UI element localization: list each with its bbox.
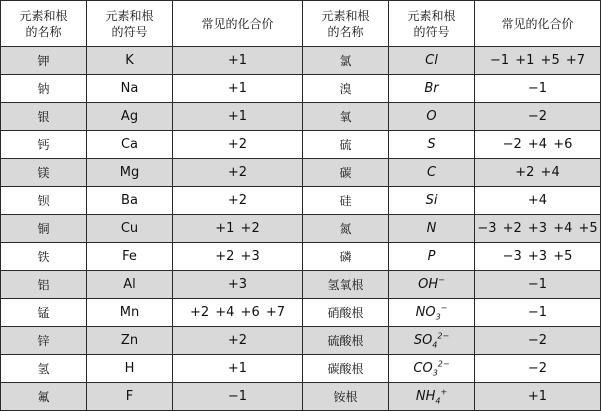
- table-row: [1, 215, 601, 243]
- element-name-left: 铜: [1, 215, 87, 243]
- element-name-left: 氢: [1, 355, 87, 383]
- element-name-left: 锰: [1, 299, 87, 327]
- header-line: 的名称: [25, 24, 62, 39]
- element-symbol-left: H: [87, 355, 173, 383]
- symbol-base: SO: [413, 333, 433, 348]
- element-symbol-right: [389, 47, 475, 75]
- symbol-base: NO: [415, 305, 436, 320]
- element-name-left: 锌: [1, 327, 87, 355]
- symbol-base: S: [427, 137, 436, 152]
- valence-left: +1: [173, 47, 303, 75]
- element-symbol-right: [389, 299, 475, 327]
- table-row: [1, 131, 601, 159]
- element-name-right: 铵根: [303, 383, 389, 411]
- symbol-superscript: −: [438, 275, 445, 285]
- symbol-subscript: 3: [435, 312, 441, 322]
- element-name-left: 氟: [1, 383, 87, 411]
- valence-right: −1: [475, 299, 601, 327]
- symbol-base: OH: [418, 277, 439, 292]
- header-line: 元素和根: [407, 8, 456, 23]
- element-name-right: 磷: [303, 243, 389, 271]
- header-name-left: [1, 1, 87, 47]
- table-body: [1, 47, 601, 411]
- valence-left: +2: [173, 159, 303, 187]
- element-symbol-left: Fe: [87, 243, 173, 271]
- header-symbol-right: [389, 1, 475, 47]
- element-name-right: 氯: [303, 47, 389, 75]
- valence-right: −1 +1 +5 +7: [475, 47, 601, 75]
- symbol-base: Si: [425, 193, 438, 208]
- header-line: 常见的化合价: [501, 16, 574, 31]
- valence-right: −2: [475, 103, 601, 131]
- valence-left: +2: [173, 131, 303, 159]
- element-name-right: 碳酸根: [303, 355, 389, 383]
- element-name-left: 钡: [1, 187, 87, 215]
- table-row: [1, 75, 601, 103]
- element-name-left: 铁: [1, 243, 87, 271]
- header-line: 的名称: [327, 24, 364, 39]
- element-name-right: 硝酸根: [303, 299, 389, 327]
- element-name-left: 铝: [1, 271, 87, 299]
- element-symbol-right: [389, 187, 475, 215]
- element-symbol-left: Mn: [87, 299, 173, 327]
- element-name-right: 氢氧根: [303, 271, 389, 299]
- table-row: [1, 243, 601, 271]
- valence-left: +3: [173, 271, 303, 299]
- element-name-left: 钙: [1, 131, 87, 159]
- element-name-left: 镁: [1, 159, 87, 187]
- element-symbol-right: [389, 215, 475, 243]
- valence-left: +2: [173, 187, 303, 215]
- valence-right: −3 +3 +5: [475, 243, 601, 271]
- element-symbol-left: Cu: [87, 215, 173, 243]
- element-symbol-right: [389, 243, 475, 271]
- element-symbol-right: [389, 383, 475, 411]
- symbol-subscript: 3: [432, 368, 438, 378]
- symbol-subscript: 4: [435, 396, 441, 406]
- valence-left: +2: [173, 327, 303, 355]
- header-valence-left: [173, 1, 303, 47]
- symbol-base: P: [427, 249, 436, 264]
- header-line: 元素和根: [321, 8, 370, 23]
- element-name-right: 硫: [303, 131, 389, 159]
- symbol-base: Br: [424, 81, 439, 96]
- element-symbol-right: [389, 131, 475, 159]
- symbol-superscript: 2−: [437, 331, 450, 341]
- table-row: [1, 103, 601, 131]
- header-symbol-left: [87, 1, 173, 47]
- element-name-right: 硫酸根: [303, 327, 389, 355]
- header-line: 元素和根: [19, 8, 68, 23]
- symbol-base: O: [426, 109, 437, 124]
- element-symbol-left: Ca: [87, 131, 173, 159]
- table-row: [1, 299, 601, 327]
- element-symbol-right: [389, 159, 475, 187]
- element-symbol-right: [389, 75, 475, 103]
- table-row: [1, 383, 601, 411]
- symbol-base: N: [426, 221, 437, 236]
- element-symbol-left: F: [87, 383, 173, 411]
- header-line: 的符号: [413, 24, 450, 39]
- table-row: [1, 187, 601, 215]
- element-name-right: 氧: [303, 103, 389, 131]
- header-row: [1, 1, 601, 47]
- header-line: 元素和根: [105, 8, 154, 23]
- header-line: 常见的化合价: [201, 16, 274, 31]
- valence-right: −1: [475, 75, 601, 103]
- valence-right: +4: [475, 187, 601, 215]
- symbol-superscript: −: [440, 303, 448, 313]
- symbol-base: C: [426, 165, 437, 180]
- element-name-left: 钾: [1, 47, 87, 75]
- valence-left: +1: [173, 103, 303, 131]
- symbol-base: NH: [415, 389, 436, 404]
- header-name-right: [303, 1, 389, 47]
- element-symbol-left: K: [87, 47, 173, 75]
- element-symbol-right: [389, 103, 475, 131]
- element-name-left: 银: [1, 103, 87, 131]
- valence-left: +1: [173, 355, 303, 383]
- valence-left: +2 +3: [173, 243, 303, 271]
- table-row: [1, 47, 601, 75]
- table-row: [1, 159, 601, 187]
- valence-left: +2 +4 +6 +7: [173, 299, 303, 327]
- element-name-right: 碳: [303, 159, 389, 187]
- valence-right: −2: [475, 355, 601, 383]
- valence-right: −1: [475, 271, 601, 299]
- valence-right: −2 +4 +6: [475, 131, 601, 159]
- element-symbol-left: Mg: [87, 159, 173, 187]
- element-name-right: 氮: [303, 215, 389, 243]
- table-header: [1, 1, 601, 47]
- element-name-right: 溴: [303, 75, 389, 103]
- symbol-base: Cl: [425, 53, 438, 68]
- element-symbol-right: [389, 271, 475, 299]
- valence-left: −1: [173, 383, 303, 411]
- header-line: 的符号: [111, 24, 148, 39]
- element-symbol-right: [389, 327, 475, 355]
- valence-right: −2: [475, 327, 601, 355]
- header-valence-right: [475, 1, 601, 47]
- valence-left: +1 +2: [173, 215, 303, 243]
- element-name-right: 硅: [303, 187, 389, 215]
- symbol-superscript: +: [440, 387, 448, 397]
- element-symbol-left: Zn: [87, 327, 173, 355]
- element-symbol-left: Ag: [87, 103, 173, 131]
- valence-right: +1: [475, 383, 601, 411]
- element-symbol-left: Na: [87, 75, 173, 103]
- element-symbol-right: [389, 355, 475, 383]
- valence-left: +1: [173, 75, 303, 103]
- symbol-base: CO: [413, 361, 433, 376]
- element-name-left: 钠: [1, 75, 87, 103]
- element-symbol-left: Al: [87, 271, 173, 299]
- valence-right: −3 +2 +3 +4 +5: [475, 215, 601, 243]
- table-row: [1, 355, 601, 383]
- table-row: [1, 327, 601, 355]
- element-symbol-left: Ba: [87, 187, 173, 215]
- symbol-superscript: 2−: [437, 359, 450, 369]
- symbol-subscript: 4: [432, 340, 438, 350]
- table-row: [1, 271, 601, 299]
- valence-right: +2 +4: [475, 159, 601, 187]
